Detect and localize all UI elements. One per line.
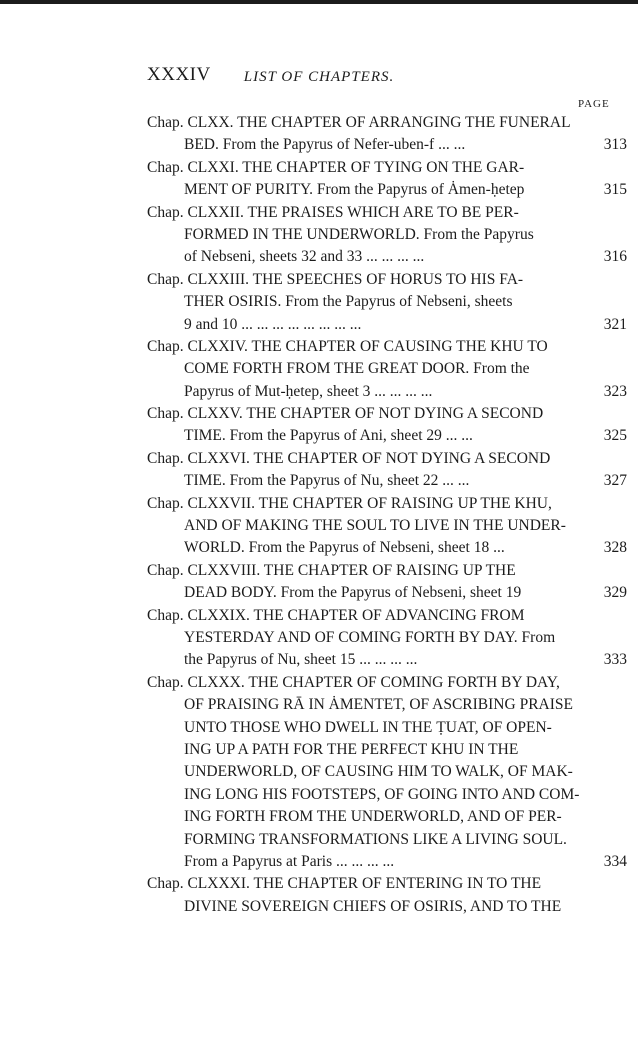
chapter-continuation-line: OF PRAISING RĀ IN ȦMENTET, OF ASCRIBING PRAISE (184, 696, 573, 714)
chapter-page-number: 334 (603, 852, 627, 870)
chapter-entry (147, 448, 627, 493)
chapter-heading-line: Chap. CLXXIII. THE SPEECHES OF HORUS TO HIS FA- (147, 270, 524, 288)
chapter-page-number: 328 (603, 539, 627, 557)
chapter-entry (147, 672, 627, 874)
chapter-continuation-line: UNDERWORLD, OF CAUSING HIM TO WALK, OF MAK- (184, 763, 573, 781)
running-title: LIST OF CHAPTERS. (243, 69, 395, 85)
chapter-continuation-line: TIME. From the Papyrus of Ani, sheet 29 ... ... (184, 427, 473, 445)
chapter-heading-line: Chap. CLXXV. THE CHAPTER OF NOT DYING A SECOND (147, 405, 544, 423)
chapter-heading-line: Chap. CLXXII. THE PRAISES WHICH ARE TO BE PER- (147, 203, 519, 221)
chapter-continuation-line: MENT OF PURITY. From the Papyrus of Ȧmen-ḥetep (184, 181, 525, 199)
chapter-page-number: 333 (603, 651, 627, 669)
chapter-continuation-line: YESTERDAY AND OF COMING FORTH BY DAY. From (184, 628, 556, 646)
chapter-continuation-line: From a Papyrus at Paris ... ... ... ... (184, 852, 395, 870)
chapter-entry (147, 157, 627, 202)
chapter-continuation-line: ING LONG HIS FOOTSTEPS, OF GOING INTO AND COM- (184, 785, 580, 803)
chapter-entry (147, 336, 627, 403)
chapter-page-number: 323 (603, 382, 627, 400)
chapter-continuation-line: FORMED IN THE UNDERWORLD. From the Papyrus (184, 225, 534, 243)
chapter-page-number: 325 (603, 427, 627, 445)
chapter-continuation-line: COME FORTH FROM THE GREAT DOOR. From the (184, 360, 530, 378)
top-rule (0, 0, 638, 4)
chapter-continuation-line: the Papyrus of Nu, sheet 15 ... ... ... ... (184, 651, 418, 669)
chapter-heading-line: Chap. CLXXXI. THE CHAPTER OF ENTERING IN TO THE (147, 875, 542, 893)
chapter-continuation-line: ING UP A PATH FOR THE PERFECT KHU IN THE (184, 740, 519, 758)
chapter-heading-line: Chap. CLXXI. THE CHAPTER OF TYING ON THE GAR- (147, 158, 525, 176)
chapter-continuation-line: AND OF MAKING THE SOUL TO LIVE IN THE UNDER- (184, 517, 566, 535)
chapter-continuation-line: Papyrus of Mut-ḥetep, sheet 3 ... ... ... ... (184, 382, 433, 400)
chapter-entry (147, 202, 627, 269)
chapter-continuation-line: FORMING TRANSFORMATIONS LIKE A LIVING SOUL. (184, 830, 567, 848)
chapter-entry (147, 112, 627, 157)
chapter-entry (147, 493, 627, 560)
chapter-page-number: 315 (603, 181, 627, 199)
page-column-label: PAGE (578, 98, 610, 110)
chapter-continuation-line: 9 and 10 ... ... ... ... ... ... ... ... (184, 315, 362, 333)
chapter-continuation-line: THER OSIRIS. From the Papyrus of Nebseni, sheets (184, 293, 513, 311)
chapter-entry (147, 269, 627, 336)
chapter-list (147, 112, 627, 918)
chapter-heading-line: Chap. CLXX. THE CHAPTER OF ARRANGING THE FUNERAL (147, 114, 571, 131)
chapter-entry (147, 403, 627, 448)
chapter-continuation-line: TIME. From the Papyrus of Nu, sheet 22 ... ... (184, 472, 470, 490)
chapter-continuation-line: DEAD BODY. From the Papyrus of Nebseni, sheet 19 (184, 584, 522, 602)
chapter-heading-line: Chap. CLXXX. THE CHAPTER OF COMING FORTH BY DAY, (147, 673, 560, 691)
chapter-page-number: 316 (603, 248, 627, 266)
page-number: XXXIV (147, 64, 211, 85)
chapter-continuation-line: BED. From the Papyrus of Nefer-uben-f ... ... (184, 136, 466, 154)
chapter-continuation-line: DIVINE SOVEREIGN CHIEFS OF OSIRIS, AND TO THE (184, 897, 562, 915)
chapter-continuation-line: ING FORTH FROM THE UNDERWORLD, AND OF PER- (184, 808, 562, 826)
chapter-entry (147, 873, 627, 918)
chapter-page-number: 313 (603, 136, 627, 154)
chapter-heading-line: Chap. CLXXVII. THE CHAPTER OF RAISING UP THE KHU, (147, 494, 552, 512)
chapter-continuation-line: WORLD. From the Papyrus of Nebseni, sheet 18 ... (184, 539, 505, 557)
chapter-heading-line: Chap. CLXXIV. THE CHAPTER OF CAUSING THE KHU TO (147, 337, 548, 355)
chapter-page-number: 327 (603, 472, 627, 490)
chapter-continuation-line: of Nebseni, sheets 32 and 33 ... ... ... ... (184, 248, 425, 266)
chapter-entry (147, 605, 627, 672)
chapter-page-number: 321 (603, 315, 627, 333)
chapter-entry (147, 560, 627, 605)
chapter-heading-line: Chap. CLXXIX. THE CHAPTER OF ADVANCING FROM (147, 606, 525, 624)
chapter-heading-line: Chap. CLXXVI. THE CHAPTER OF NOT DYING A SECOND (147, 449, 551, 467)
chapter-continuation-line: UNTO THOSE WHO DWELL IN THE ṬUAT, OF OPEN- (184, 718, 552, 736)
chapter-page-number: 329 (603, 584, 627, 602)
chapter-heading-line: Chap. CLXXVIII. THE CHAPTER OF RAISING UP THE (147, 561, 516, 579)
